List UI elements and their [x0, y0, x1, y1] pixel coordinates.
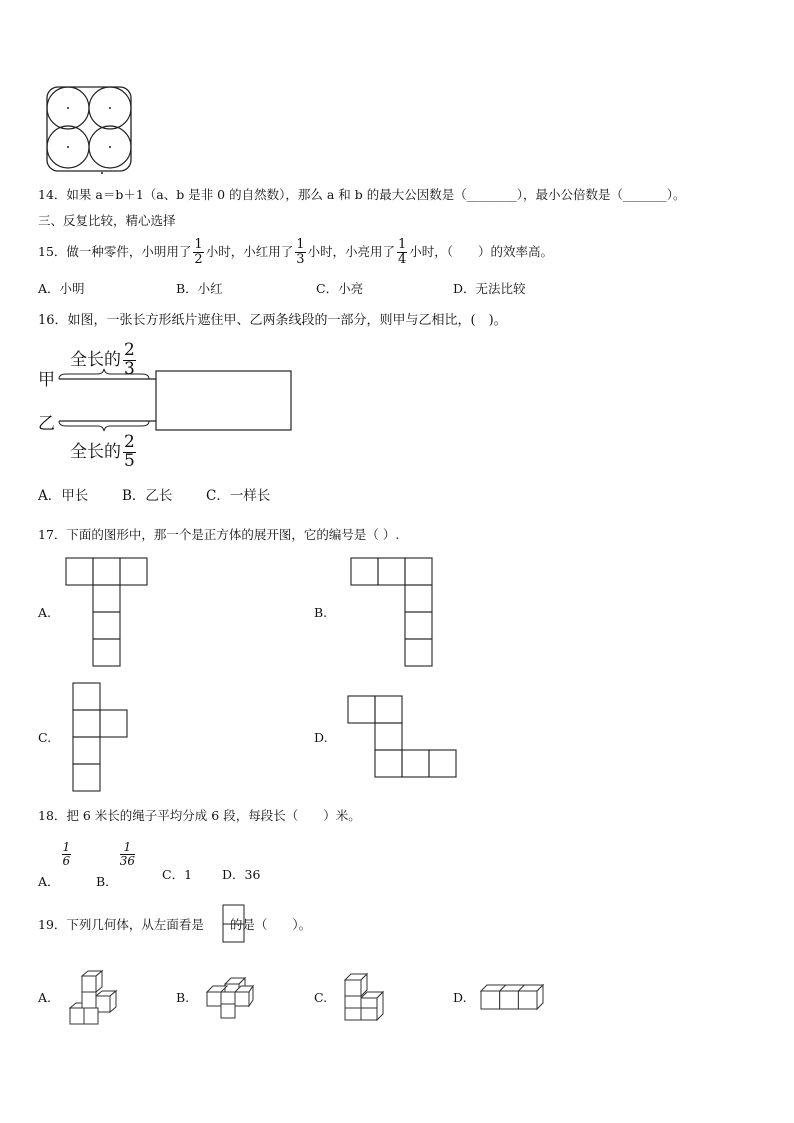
net-c-figure: [72, 682, 128, 794]
fraction-1-3: $\frac{1}{3}$: [296, 237, 305, 267]
fraction-2-5: $\frac{2}{5}$: [124, 432, 135, 471]
q15-option-b[interactable]: B．小红: [176, 281, 223, 296]
solid-d-figure: [479, 983, 547, 1013]
q18-option-a[interactable]: A． $\frac{1}{6}$: [38, 840, 71, 889]
fraction-1-2: $\frac{1}{2}$: [194, 237, 203, 267]
section-3-title: 三、反复比较，精心选择: [38, 213, 176, 228]
q19-label-b[interactable]: B.: [176, 990, 190, 1005]
q16-bottom-caption: 全长的 $\frac{2}{5}$: [70, 432, 135, 471]
q19-text: 19．下列几何体，从左面看是 的是（ ）。: [38, 917, 312, 932]
q16-segments-figure: [56, 366, 296, 436]
q16-option-b[interactable]: B．乙长: [122, 488, 173, 504]
q18-option-c[interactable]: C．1: [162, 867, 193, 882]
q19-label-a[interactable]: A.: [38, 990, 52, 1005]
q17-text: 17．下面的图形中，那一个是正方体的展开图，它的编号是（ ）.: [38, 527, 400, 542]
q19-label-c[interactable]: C.: [314, 990, 328, 1005]
left-view-icon: [222, 904, 246, 944]
fraction-1-4: $\frac{1}{4}$: [398, 237, 407, 267]
net-b-figure: [350, 557, 432, 669]
q16-top-caption: 全长的 $\frac{2}{3}$: [70, 340, 135, 379]
solid-b-figure: [205, 976, 255, 1022]
q15-text: 15．做一种零件，小明用了 $\frac{1}{2}$ 小时，小红用了 $\frac{1}{3}$ 小时，小亮用了 $\frac{1}{4}$ 小时，（ ）的效率高。: [38, 237, 554, 267]
q17-label-d[interactable]: D.: [314, 730, 328, 745]
q18-option-d[interactable]: D．36: [222, 867, 261, 882]
q15-option-d[interactable]: D．无法比较: [453, 281, 526, 296]
q17-label-c[interactable]: C.: [38, 730, 52, 745]
q16-option-a[interactable]: A．甲长: [38, 488, 89, 504]
solid-c-figure: [343, 972, 395, 1024]
net-a-figure: [65, 557, 147, 669]
solid-a-figure: [68, 970, 124, 1026]
fraction-2-3: $\frac{2}{3}$: [124, 340, 135, 379]
label-yi: 乙: [38, 414, 55, 434]
q18-option-b[interactable]: B． $\frac{1}{36}$: [96, 840, 135, 889]
q15-option-c[interactable]: C．小亮: [316, 281, 364, 296]
q16-text: 16．如图，一张长方形纸片遮住甲、乙两条线段的一部分，则甲与乙相比，( )。: [38, 313, 507, 328]
four-circles-figure: [44, 84, 136, 176]
q15-option-a[interactable]: A．小明: [38, 281, 85, 296]
q17-label-a[interactable]: A.: [38, 605, 52, 620]
q16-option-c[interactable]: C．一样长: [206, 488, 271, 504]
q17-label-b[interactable]: B.: [314, 605, 328, 620]
q14-text: 14．如果 a＝b＋1（a、b 是非 0 的自然数），那么 a 和 b 的最大公因数是（________），最小公倍数是（_______）。: [38, 187, 686, 202]
net-d-figure: [347, 695, 457, 779]
q19-label-d[interactable]: D.: [453, 990, 467, 1005]
label-jia: 甲: [38, 370, 55, 390]
q18-text: 18．把 6 米长的绳子平均分成 6 段，每段长（ ）米。: [38, 808, 361, 823]
fraction-1-36: $\frac{1}{36}$: [119, 840, 135, 868]
fraction-1-6: $\frac{1}{6}$: [62, 840, 71, 868]
